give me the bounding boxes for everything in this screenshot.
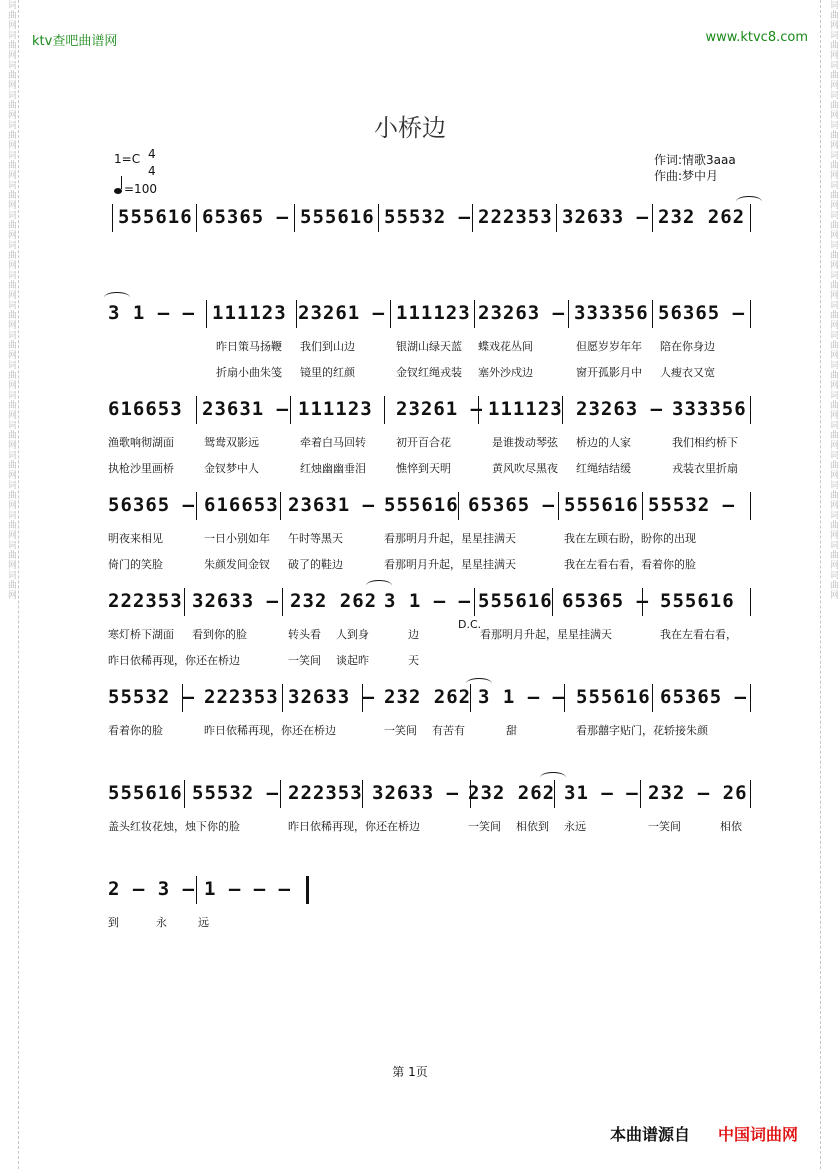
measure: 32633 – <box>562 206 650 228</box>
composer: 作曲:梦中月 <box>654 169 719 183</box>
lyric-verse-1: 看那明月升起，星星挂满天 <box>384 532 516 545</box>
source-site-link[interactable]: 中国词曲网 <box>718 1125 799 1144</box>
score-line <box>0 780 840 808</box>
measure: 111123 <box>488 398 563 420</box>
header-site-url[interactable]: www.ktvc8.com <box>705 30 808 45</box>
lyric-verse-1: 渔歌响彻湖面 <box>108 436 174 449</box>
lyric-verse-2: 金钗红绳戎装 <box>396 366 462 379</box>
measure: 333356 <box>574 302 649 324</box>
lyricist: 作词:情歌3aaa <box>654 153 736 167</box>
lyric-verse-1: 桥边的人家 <box>576 436 631 449</box>
lyric-verse-1: 一笑间 <box>384 724 417 737</box>
left-dashed-border <box>18 0 19 1169</box>
measure: 32633 – <box>192 590 280 612</box>
measure: 111123 <box>298 398 373 420</box>
measure: 222353 <box>288 782 363 804</box>
time-signature <box>148 146 156 180</box>
lyric-verse-1: 我们相约桥下 <box>672 436 738 449</box>
measure: 3 1 – – <box>478 686 566 708</box>
measure: 222353 <box>108 590 183 612</box>
measure: 222353 <box>204 686 279 708</box>
lyric-verse-2: 人瘦衣又宽 <box>660 366 715 379</box>
lyric-verse-1: 甜 <box>506 724 517 737</box>
lyric-verse-2: 憔悴到天明 <box>396 462 451 475</box>
measure: 555616 <box>564 494 639 516</box>
lyric-verse-1: 蝶戏花丛间 <box>478 340 533 353</box>
measure: 32633 – <box>288 686 376 708</box>
lyric-verse-1: 昨日依稀再现，你还在桥边 <box>288 820 420 833</box>
lyric-verse-2: 黄风吹尽黑夜 <box>492 462 558 475</box>
bar-line <box>750 492 781 520</box>
lyric-verse-2: 我在左看右看，看着你的脸 <box>564 558 696 571</box>
lyric-verse-1: 我在左看右看， <box>660 628 737 641</box>
tie-slur <box>736 196 762 207</box>
bar-line <box>750 684 781 712</box>
side-watermark-right: 词曲网词曲网词曲网词曲网词曲网词曲网词曲网词曲网词曲网词曲网词曲网词曲网词曲网词曲网词曲网词曲网词曲网词曲网词曲网词曲网 <box>828 0 838 600</box>
lyric-verse-1: 相依 <box>720 820 742 833</box>
lyric-verse-1: 寒灯桥下湖面 <box>108 628 174 641</box>
lyric-verse-2: 破了的鞋边 <box>288 558 343 571</box>
measure: 3 1 – – <box>108 302 196 324</box>
lyric-verse-2: 昨日依稀再现，你还在桥边 <box>108 654 240 667</box>
credits <box>654 152 736 184</box>
lyric-verse-1: 明夜来相见 <box>108 532 163 545</box>
bar-line <box>750 396 781 424</box>
lyric-verse-1: 昨日依稀再现，你还在桥边 <box>204 724 336 737</box>
measure: 65365 – <box>468 494 556 516</box>
lyric-verse-1: 一笑间 <box>648 820 681 833</box>
lyric-verse-2: 金钗梦中人 <box>204 462 259 475</box>
lyric-verse-1: 到 <box>108 916 119 929</box>
measure: 111123 <box>396 302 471 324</box>
measure: 23261 – <box>396 398 484 420</box>
measure: 55532 – <box>108 686 196 708</box>
score-line <box>0 396 840 424</box>
lyric-verse-2: 窗开孤影月中 <box>576 366 642 379</box>
measure: 2 – 3 – <box>108 878 196 900</box>
measure: 55532 – <box>648 494 736 516</box>
lyric-verse-1: 陪在你身边 <box>660 340 715 353</box>
lyric-verse-1: 初开百合花 <box>396 436 451 449</box>
measure: 65365 – <box>562 590 650 612</box>
measure: 232 262 <box>658 206 746 228</box>
measure: 32633 – <box>372 782 460 804</box>
measure: 555616 <box>576 686 651 708</box>
measure: 56365 – <box>658 302 746 324</box>
tie-slur <box>366 580 392 591</box>
lyric-verse-2: 谈起昨 <box>336 654 369 667</box>
measure: 555616 <box>300 206 375 228</box>
measure: 55532 – <box>384 206 472 228</box>
lyric-verse-1: 鸳鸯双影远 <box>204 436 259 449</box>
lyric-verse-2: 红绳结结缓 <box>576 462 631 475</box>
measure: 555616 <box>660 590 735 612</box>
da-capo-mark: D.C. <box>458 618 482 631</box>
score-line <box>0 684 840 712</box>
lyric-verse-1: 人到身 <box>336 628 369 641</box>
measure: 65365 – <box>660 686 748 708</box>
key-signature: 1=C <box>114 152 141 166</box>
measure: 65365 – <box>202 206 290 228</box>
lyric-verse-1: 一日小别如年 <box>204 532 270 545</box>
score-line <box>0 876 840 904</box>
bar-line <box>750 588 781 616</box>
bar-line <box>750 780 781 808</box>
measure: 55532 – <box>192 782 280 804</box>
lyric-verse-2: 看那明月升起，星星挂满天 <box>384 558 516 571</box>
lyric-verse-1: 是谁拨动琴弦 <box>492 436 558 449</box>
measure: 616653 <box>204 494 279 516</box>
right-dashed-border <box>820 0 821 1169</box>
measure: 232 262 <box>384 686 472 708</box>
lyric-verse-1: 昨日策马扬鞭 <box>216 340 282 353</box>
lyric-verse-2: 天 <box>408 654 419 667</box>
measure: 23263 – <box>576 398 664 420</box>
lyric-verse-2: 塞外沙戍边 <box>478 366 533 379</box>
measure: 616653 <box>108 398 183 420</box>
measure: 555616 <box>478 590 553 612</box>
lyric-verse-2: 红烛幽幽垂泪 <box>300 462 366 475</box>
measure: 1 – – – <box>204 878 292 900</box>
lyric-verse-1: 看着你的脸 <box>108 724 163 737</box>
lyric-verse-1: 永远 <box>564 820 586 833</box>
measure: 222353 <box>478 206 553 228</box>
lyric-verse-1: 盖头红妆花烛，烛下你的脸 <box>108 820 240 833</box>
final-bar-line <box>306 876 339 904</box>
lyric-verse-1: 边 <box>408 628 419 641</box>
lyric-verse-1: 午时等黑天 <box>288 532 343 545</box>
measure: 23261 – <box>298 302 386 324</box>
measure: 56365 – <box>108 494 196 516</box>
bar-line <box>750 300 781 328</box>
tie-slur <box>466 678 492 689</box>
measure: 23631 – <box>288 494 376 516</box>
measure: 23631 – <box>202 398 290 420</box>
measure: 555616 <box>384 494 459 516</box>
lyric-verse-2: 朱颜发间金钗 <box>204 558 270 571</box>
measure: 333356 <box>672 398 747 420</box>
lyric-verse-1: 我们到山边 <box>300 340 355 353</box>
lyric-verse-1: 远 <box>198 916 209 929</box>
tie-slur <box>104 292 130 303</box>
measure: 232 262 <box>468 782 556 804</box>
lyric-verse-1: 银湖山绿天蓝 <box>396 340 462 353</box>
score-line <box>0 300 840 328</box>
lyric-verse-1: 永 <box>156 916 167 929</box>
tempo-value: =100 <box>124 182 157 196</box>
score-line <box>0 204 840 232</box>
lyric-verse-1: 看到你的脸 <box>192 628 247 641</box>
lyric-verse-2: 镜里的红颜 <box>300 366 355 379</box>
lyric-verse-2: 一笑间 <box>288 654 321 667</box>
score-line <box>0 492 840 520</box>
quarter-note-icon <box>114 188 122 194</box>
page-number: 第 1页 <box>392 1065 428 1079</box>
lyric-verse-2: 倚门的笑脸 <box>108 558 163 571</box>
lyric-verse-1: 牵着白马回转 <box>300 436 366 449</box>
lyric-verse-1: 看那囍字贴门，花轿接朱颜 <box>576 724 708 737</box>
header-site-name[interactable]: ktv查吧曲谱网 <box>32 34 118 49</box>
lyric-verse-2: 折扇小曲朱笺 <box>216 366 282 379</box>
lyric-verse-2: 戎装衣里折扇 <box>672 462 738 475</box>
lyric-verse-1: 相依到 <box>516 820 549 833</box>
lyric-verse-1: 有苦有 <box>432 724 465 737</box>
side-watermark-left: 词曲网词曲网词曲网词曲网词曲网词曲网词曲网词曲网词曲网词曲网词曲网词曲网词曲网词曲网词曲网词曲网词曲网词曲网词曲网词曲网 <box>6 0 16 600</box>
measure: 31 – – <box>564 782 639 804</box>
tie-slur <box>540 772 566 783</box>
lyric-verse-1: 我在左顾右盼，盼你的出现 <box>564 532 696 545</box>
measure: 232 262 <box>290 590 378 612</box>
lyric-verse-1: 但愿岁岁年年 <box>576 340 642 353</box>
lyric-verse-1: 看那明月升起，星星挂满天 <box>480 628 612 641</box>
song-title: 小桥边 <box>374 114 446 142</box>
source-label: 本曲谱源自 <box>610 1125 691 1144</box>
measure: 3 1 – – <box>384 590 472 612</box>
tempo-marking <box>114 182 157 196</box>
score-line <box>0 588 840 616</box>
lyric-verse-1: 转头看 <box>288 628 321 641</box>
measure: 555616 <box>118 206 193 228</box>
lyric-verse-1: 一笑间 <box>468 820 501 833</box>
time-signature-bottom: 4 <box>148 164 156 178</box>
measure: 555616 <box>108 782 183 804</box>
time-signature-top: 4 <box>148 147 156 161</box>
measure: 111123 <box>212 302 287 324</box>
bar-line <box>750 204 781 232</box>
measure: 23263 – <box>478 302 566 324</box>
lyric-verse-2: 执枪沙里画桥 <box>108 462 174 475</box>
measure: 232 – 26 <box>648 782 748 804</box>
